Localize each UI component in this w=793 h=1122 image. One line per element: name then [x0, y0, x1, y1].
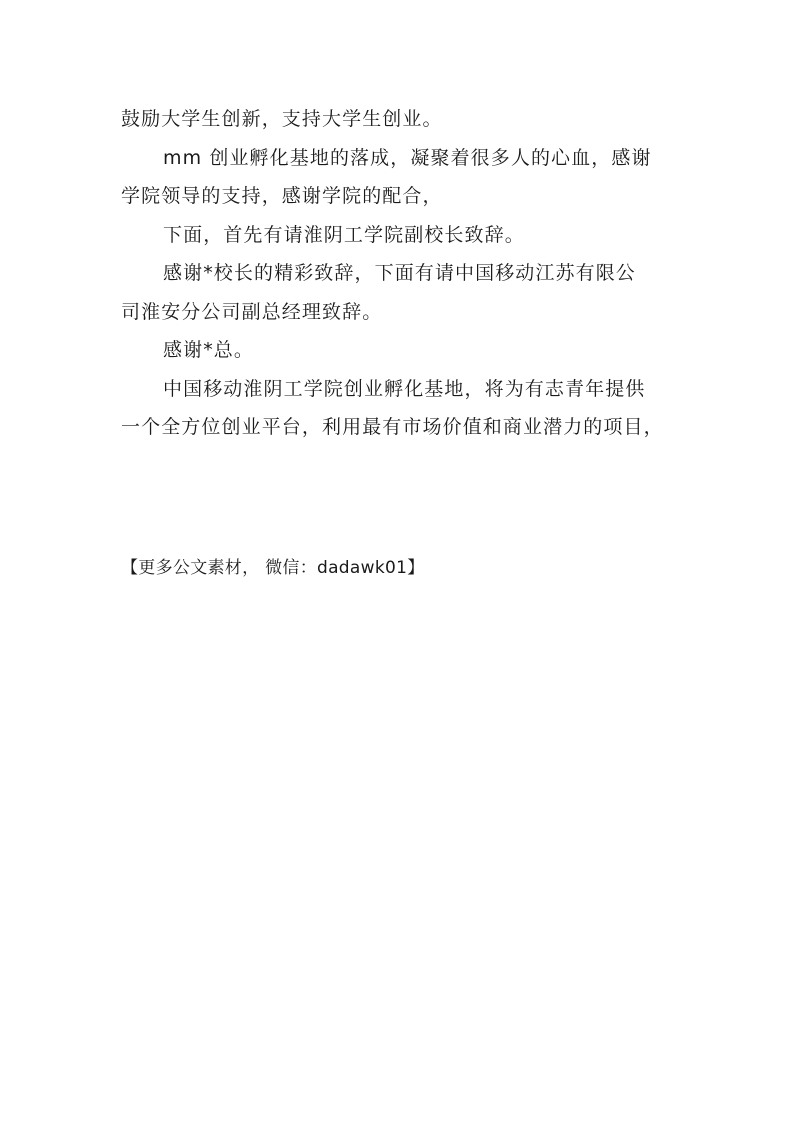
document-body: [121, 100, 681, 447]
paragraph-line: 司淮安分公司副总经理致辞。: [121, 300, 383, 323]
footer-note: 【更多公文素材， 微信：dadawk01】: [121, 558, 425, 578]
paragraph-line: 一个全方位创业平台，利用最有市场价值和商业潜力的项目，: [121, 416, 664, 438]
paragraph-line: 下面，首先有请淮阴工学院副校长致辞。: [163, 223, 525, 246]
paragraph-line: 感谢*总。: [163, 339, 255, 361]
paragraph-line: 感谢*校长的精彩致辞，下面有请中国移动江苏有限公: [163, 262, 636, 284]
paragraph-line: mm 创业孵化基地的落成，凝聚着很多人的心血，感谢: [163, 146, 652, 169]
paragraph-line: 鼓励大学生创新，支持大学生创业。: [121, 108, 443, 130]
paragraph-line: 中国移动淮阴工学院创业孵化基地，将为有志青年提供: [163, 377, 646, 400]
paragraph-line: 学院领导的支持，感谢学院的配合，: [121, 185, 443, 207]
